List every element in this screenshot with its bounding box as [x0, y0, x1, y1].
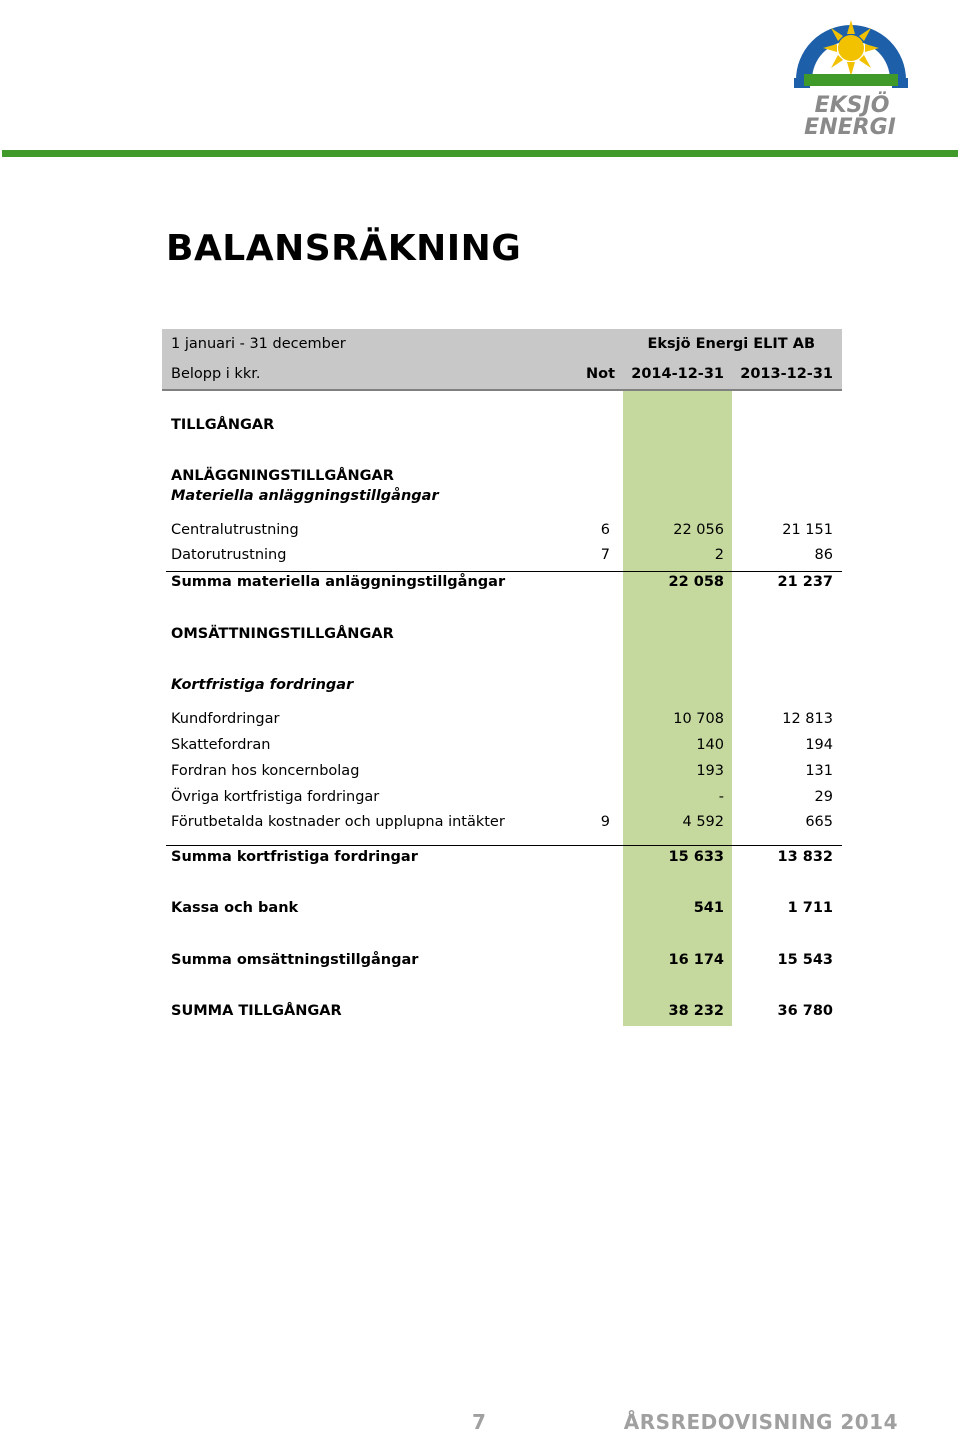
table-header-rule [162, 389, 842, 391]
section-heading-omsattningstillgangar: OMSÄTTNINGSTILLGÅNGAR [171, 626, 394, 642]
row-value-2014: 2 [714, 547, 724, 563]
column-header-2013: 2013-12-31 [740, 366, 833, 382]
subsection-heading-kortfristiga: Kortfristiga fordringar [171, 677, 354, 693]
row-label: Skattefordran [171, 737, 271, 753]
row-label: Förutbetalda kostnader och upplupna intäkter [171, 814, 505, 830]
total-label: SUMMA TILLGÅNGAR [171, 1003, 342, 1019]
section-heading-tillgangar: TILLGÅNGAR [171, 417, 275, 433]
row-value-2013: 194 [805, 737, 833, 753]
eksjo-energi-logo [776, 0, 926, 140]
column-header-2014: 2014-12-31 [631, 366, 724, 382]
row-value-2013: 86 [814, 547, 833, 563]
period-label: 1 januari - 31 december [171, 336, 346, 352]
row-label: Datorutrustning [171, 547, 287, 563]
row-note: 9 [600, 814, 610, 830]
row-value-2014: 10 708 [673, 711, 724, 727]
subtotal-value-2014: 16 174 [668, 952, 724, 968]
subtotal-value-2013: 1 711 [787, 900, 833, 916]
row-value-2014: 4 592 [682, 814, 724, 830]
logo-text-eksjo: EKSJÖ [814, 93, 890, 118]
subtotal-value-2013: 13 832 [777, 849, 833, 865]
footer-title: ÅRSREDOVISNING 2014 [623, 1410, 898, 1434]
subtotal-value-2013: 21 237 [777, 574, 833, 590]
subtotal-value-2013: 15 543 [777, 952, 833, 968]
company-name: Eksjö Energi ELIT AB [647, 336, 815, 352]
subsection-heading-materiella: Materiella anläggningstillgångar [171, 488, 439, 504]
page-title: BALANSRÄKNING [166, 228, 522, 269]
row-value-2013: 12 813 [782, 711, 833, 727]
row-label: Övriga kortfristiga fordringar [171, 789, 380, 805]
header-rule [2, 150, 958, 157]
row-value-2013: 29 [814, 789, 833, 805]
subtotal-value-2014: 15 633 [668, 849, 724, 865]
logo-text-energi: ENERGI [804, 115, 896, 140]
row-label: Centralutrustning [171, 522, 299, 538]
subtotal-label: Summa omsättningstillgångar [171, 952, 419, 968]
row-value-2014: 193 [696, 763, 724, 779]
row-note: 6 [600, 522, 610, 538]
row-value-2013: 665 [805, 814, 833, 830]
total-value-2014: 38 232 [668, 1003, 724, 1019]
subtotal-label: Kassa och bank [171, 900, 299, 916]
unit-label: Belopp i kkr. [171, 366, 261, 382]
row-value-2013: 21 151 [782, 522, 833, 538]
row-value-2014: 140 [696, 737, 724, 753]
subtotal-label: Summa kortfristiga fordringar [171, 849, 418, 865]
row-label: Fordran hos koncernbolag [171, 763, 360, 779]
row-value-2013: 131 [805, 763, 833, 779]
subtotal-value-2014: 22 058 [668, 574, 724, 590]
row-value-2014: 22 056 [673, 522, 724, 538]
subtotal-rule [166, 845, 842, 846]
row-label: Kundfordringar [171, 711, 280, 727]
subtotal-rule [166, 571, 842, 572]
row-note: 7 [600, 547, 610, 563]
section-heading-anlaggningstillgangar: ANLÄGGNINGSTILLGÅNGAR [171, 468, 394, 484]
row-value-2014: - [718, 789, 724, 805]
note-column-header: Not [585, 366, 615, 382]
subtotal-value-2014: 541 [693, 900, 724, 916]
subtotal-label: Summa materiella anläggningstillgångar [171, 574, 506, 590]
current-year-column-highlight [623, 391, 732, 1026]
page-number: 7 [472, 1410, 486, 1434]
total-value-2013: 36 780 [777, 1003, 833, 1019]
